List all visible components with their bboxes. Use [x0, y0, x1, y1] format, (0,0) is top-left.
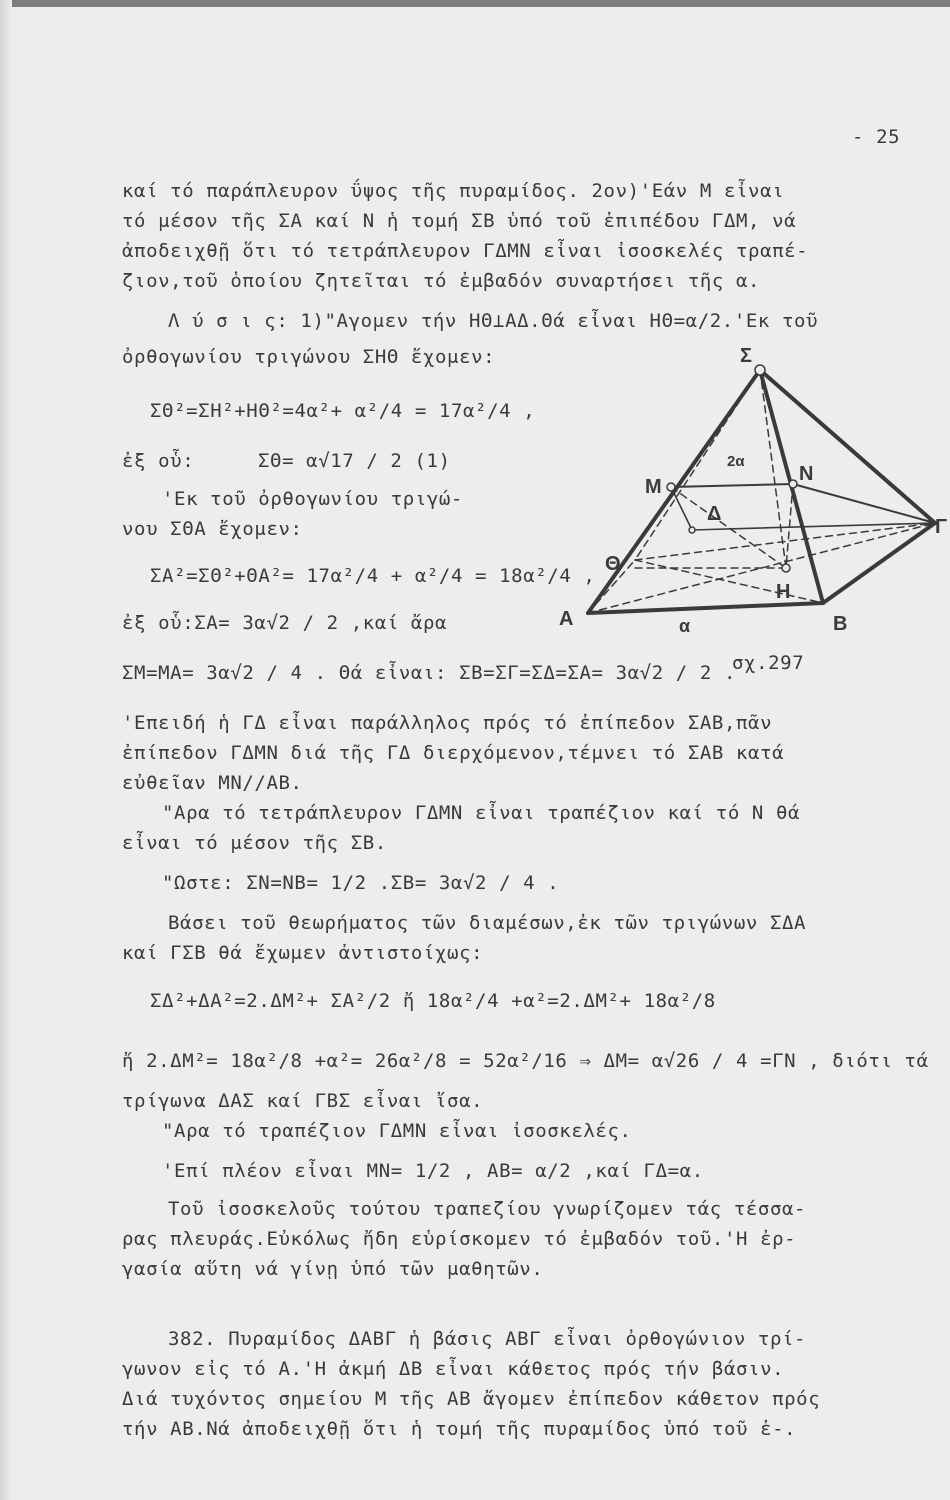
problem-382-line-1: 382. Πυραμίδος ΔΑΒΓ ἡ βάσις ΑΒΓ εἶναι ὀρθογώνιον τρί-: [168, 1328, 807, 1350]
body-line-1: 'Επειδή ἡ ΓΔ εἶναι παράλληλος πρός τό ἐπίπεδον ΣΑΒ,πᾶν: [122, 712, 773, 734]
label-2a: 2α: [727, 453, 745, 470]
point-H-marker: [782, 564, 790, 572]
point-N-marker: [789, 480, 797, 488]
body-line-6: Βάσει τοῦ θεωρήματος τῶν διαμέσων,ἐκ τῶν τριγώνων ΣΔΑ: [168, 912, 807, 934]
body-line-2: ἐπίπεδον ΓΔΜΝ διά τῆς ΓΔ διερχόμενον,τέμνει τό ΣΑΒ κατά: [122, 742, 785, 764]
problem-382-line-2: γωνον εἰς τό Α.'Η ἀκμή ΔΒ εἶναι κάθετος πρός τήν βάσιν.: [122, 1358, 785, 1380]
body-line-12: γασία αὕτη νά γίνῃ ὑπό τῶν μαθητῶν.: [122, 1258, 544, 1280]
equation-sigma-theta: ΣΘ= α√17 / 2 (1): [258, 450, 451, 472]
point-M-marker: [667, 483, 675, 491]
label-G: Γ: [935, 516, 948, 538]
point-D-marker: [689, 527, 695, 533]
body-line-3: εὐθεῖαν ΜΝ//ΑΒ.: [122, 772, 303, 794]
figure-caption: σχ.297: [732, 652, 805, 674]
diagonal-DB: [635, 560, 823, 603]
label-Th: Θ: [605, 553, 621, 575]
equation-sigma-n: "Ωστε: ΣΝ=ΝΒ= 1/2 .ΣΒ= 3α√2 / 4 .: [162, 872, 560, 894]
equation-sigma-theta-squared: ΣΘ²=ΣΗ²+ΗΘ²=4α²+ α²/4 = 17α²/4 ,: [150, 400, 536, 422]
body-line-4: "Αρα τό τετράπλευρον ΓΔΜΝ εἶναι τραπέζιον καί τό Ν θά: [162, 802, 801, 824]
pyramid-figure: [555, 345, 948, 650]
equation-sides: 'Επί πλέον εἶναι ΜΝ= 1/2 , ΑΒ= α/2 ,καί ΓΔ=α.: [162, 1160, 704, 1182]
equation-sigma-alpha: ἐξ οὗ:ΣΑ= 3α√2 / 2 ,καί ἄρα: [122, 612, 448, 634]
intro-line-2: τό μέσον τῆς ΣΑ καί Ν ἡ τομή ΣΒ ὑπό τοῦ ἐπιπέδου ΓΔΜ, νά: [122, 210, 797, 232]
solution-line-1: Λ ύ σ ι ς: 1)"Αγομεν τήν ΗΘ⊥ΑΔ.Θά εἶναι ΗΘ=α/2.'Εκ τοῦ: [168, 310, 819, 332]
intro-line-4: ζιον,τοῦ ὁποίου ζητεῖται τό ἐμβαδόν συναρτήσει τῆς α.: [122, 270, 761, 292]
body-line-10: Τοῦ ἰσοσκελοῦς τούτου τραπεζίου γνωρίζομεν τάς τέσσα-: [168, 1198, 807, 1220]
label-H: H: [776, 581, 791, 603]
body-line-7: καί ΓΣΒ θά ἔχωμεν ἀντιστοίχως:: [122, 942, 484, 964]
intro-line-3: ἀποδειχθῇ ὅτι τό τετράπλευρον ΓΔΜΝ εἶναι ἰσοσκελές τραπέ-: [122, 240, 809, 262]
label-A: A: [559, 608, 574, 630]
problem-382-line-4: τήν ΑΒ.Νά ἀποδειχθῇ ὅτι ἡ τομή τῆς πυραμίδος ὑπό τοῦ ἐ-.: [122, 1418, 797, 1440]
label-N: N: [799, 463, 814, 485]
body-line-8: τρίγωνα ΔΑΣ καί ΓΒΣ εἶναι ἴσα.: [122, 1090, 484, 1112]
body-line-5: εἶναι τό μέσον τῆς ΣΒ.: [122, 832, 387, 854]
label-D: Δ: [707, 503, 722, 525]
segment-MD: [671, 487, 692, 530]
segment-NH: [786, 484, 793, 568]
equation-median-2: ἤ 2.ΔΜ²= 18α²/8 +α²= 26α²/8 = 52α²/16 ⇒ ΔΜ= α√26 / 4 =ΓΝ , διότι τά: [122, 1050, 929, 1072]
scan-binding-shadow: [0, 0, 12, 1500]
intro-line-1: καί τό παράπλευρον ΰψος τῆς πυραμίδος. 2ον)'Εάν Μ εἶναι: [122, 180, 785, 202]
solution-line-3: 'Εκ τοῦ ὀρθογωνίου τριγώ-: [162, 488, 463, 510]
problem-382-line-3: Διά τυχόντος σημείου Μ τῆς ΑΒ ἄγομεν ἐπίπεδον κάθετον πρός: [122, 1388, 821, 1410]
label-B: B: [833, 613, 848, 635]
edge-SG: [760, 370, 935, 523]
solution-line-2: ὀρθογωνίου τριγώνου ΣΗΘ ἔχομεν:: [122, 346, 496, 368]
equation-prefix: ἐξ οὗ:: [122, 450, 195, 472]
label-S: Σ: [740, 345, 753, 367]
scan-top-edge: [0, 0, 950, 7]
page-number: - 25: [852, 126, 901, 148]
body-line-11: ρας πλευράς.Εὐκόλως ἤδη εὑρίσκομεν τό ἐμβαδόν τοῦ.'Η ἐρ-: [122, 1228, 797, 1250]
equation-median-1: ΣΔ²+ΔΑ²=2.ΔΜ²+ ΣΑ²/2 ἤ 18α²/4 +α²=2.ΔΜ²+ 18α²/8: [150, 990, 716, 1012]
label-a: α: [679, 616, 691, 636]
label-M: M: [645, 476, 662, 498]
body-line-9: "Αρα τό τραπέζιον ΓΔΜΝ εἶναι ἰσοσκελές.: [162, 1120, 632, 1142]
solution-line-4: νου ΣΘΑ ἔχομεν:: [122, 518, 303, 540]
segment-DG: [692, 523, 935, 530]
equation-sigma-alpha-squared: ΣΑ²=ΣΘ²+ΘΑ²= 17α²/4 + α²/4 = 18α²/4 ,: [150, 565, 596, 587]
height-SH: [760, 370, 786, 568]
equation-sigma-m: ΣΜ=ΜΑ= 3α√2 / 4 . Θά εἶναι: ΣΒ=ΣΓ=ΣΔ=ΣΑ= 3α√2 / 2 .: [122, 662, 736, 684]
point-S-marker: [755, 365, 765, 375]
